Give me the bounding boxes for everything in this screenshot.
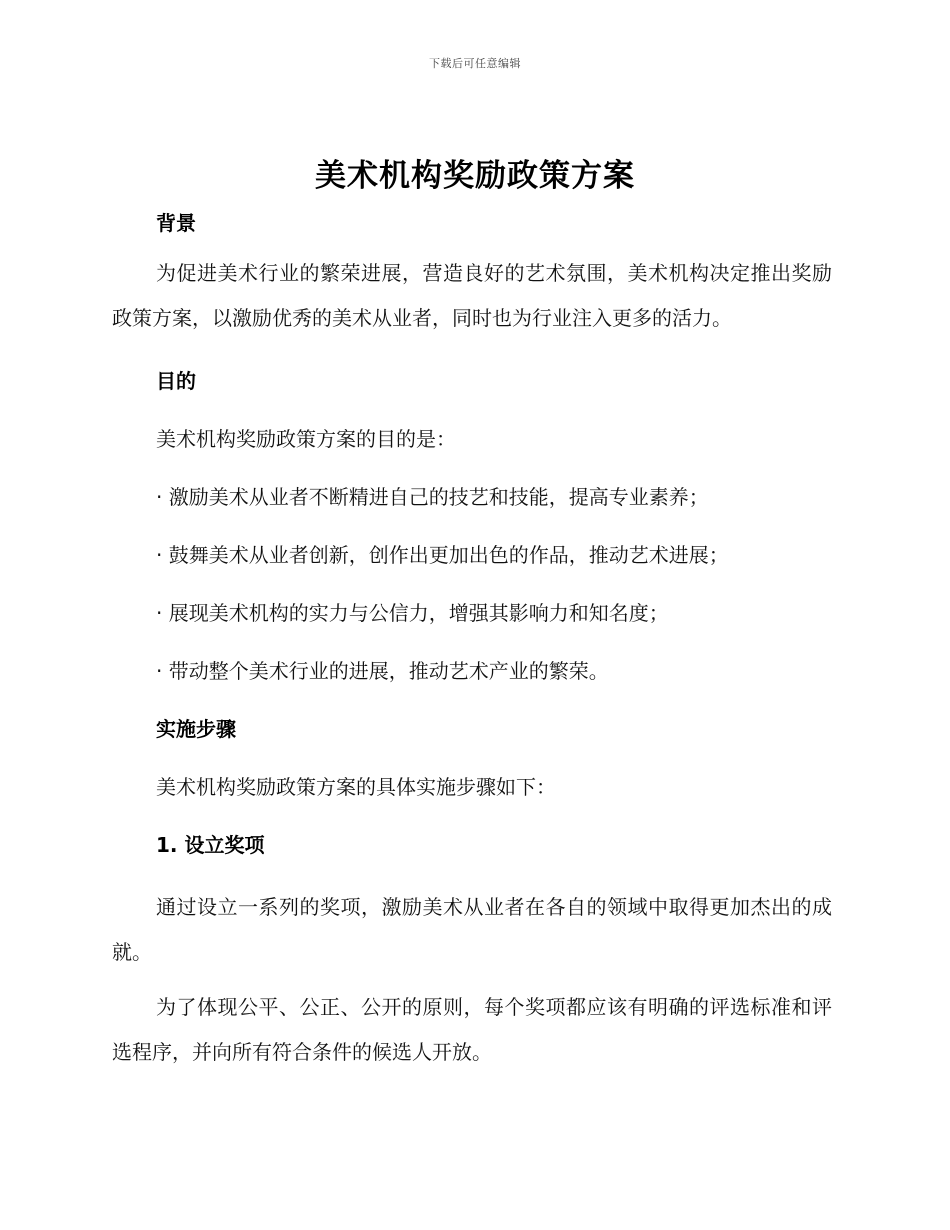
section-heading-background: 背景 [156,211,196,235]
purpose-bullet: · 激励美术从业者不断精进自己的技艺和技能，提高专业素养； [156,485,709,509]
section-heading-purpose: 目的 [156,369,196,393]
purpose-bullet: · 带动整个美术行业的进展，推动艺术产业的繁荣。 [156,659,609,683]
purpose-bullet: · 展现美术机构的实力与公信力，增强其影响力和知名度； [156,601,669,625]
purpose-intro: 美术机构奖励政策方案的目的是： [156,427,456,451]
background-paragraph: 为促进美术行业的繁荣进展，营造良好的艺术氛围，美术机构决定推出奖励政策方案，以激励优秀的美术从业者，同时也为行业注入更多的活力。 [112,261,832,330]
header-note: 下载后可任意编辑 [429,57,521,70]
document-title: 美术机构奖励政策方案 [315,158,635,194]
document-body [112,205,832,1075]
step-paragraph: 为了体现公平、公正、公开的原则，每个奖项都应该有明确的评选标准和评选程序，并向所有符合条件的候选人开放。 [112,995,832,1064]
implementation-intro: 美术机构奖励政策方案的具体实施步骤如下： [156,775,556,799]
step-heading-set-awards: 1. 设立奖项 [156,833,265,857]
step-paragraph: 通过设立一系列的奖项，激励美术从业者在各自的领域中取得更加杰出的成就。 [112,895,832,964]
purpose-bullet: · 鼓舞美术从业者创新，创作出更加出色的作品，推动艺术进展； [156,543,729,567]
section-heading-implementation: 实施步骤 [156,717,236,741]
